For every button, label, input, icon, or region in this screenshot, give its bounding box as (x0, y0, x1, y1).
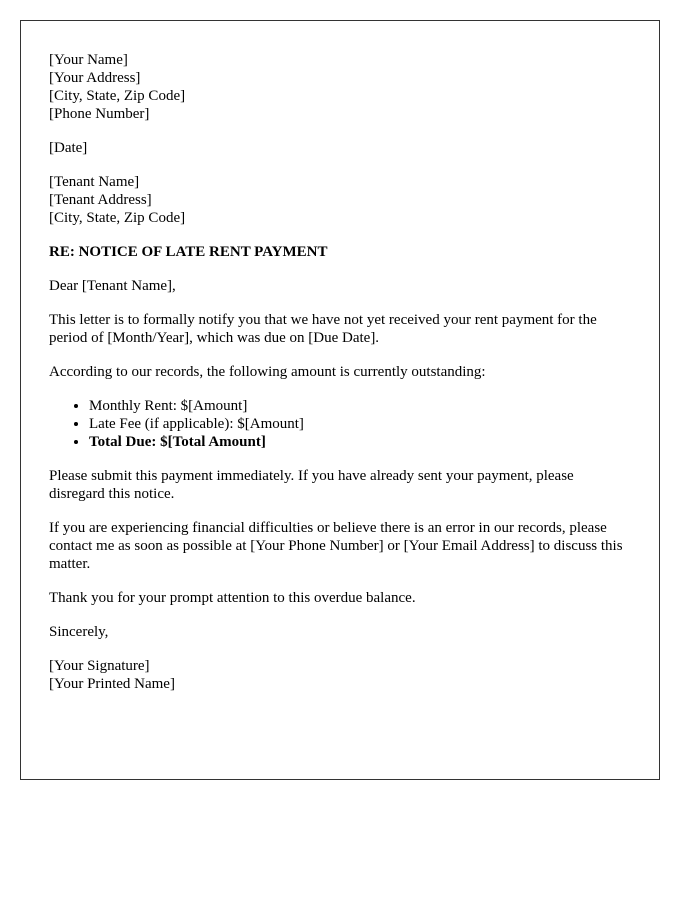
date-line: [Date] (49, 140, 88, 156)
records-paragraph: According to our records, the following amount is currently outstanding: (49, 364, 486, 380)
sender-address: [Your Address] (49, 70, 141, 86)
submit-paragraph: Please submit this payment immediately. If you have already sent your payment, please disregard this notice. (49, 468, 574, 502)
recipient-address-block (49, 173, 631, 227)
amount-item-late-fee: • Late Fee (if applicable): $[Amount] (89, 415, 631, 433)
signature-line: [Your Signature] (49, 658, 150, 674)
amount-list (49, 397, 631, 451)
contact-paragraph: If you are experiencing financial difficulties or believe there is an error in our records, please contact me as soon as possible at [Your Phone Number] or [Your Email Address] to discuss this matter. (49, 520, 623, 572)
recipient-name: [Tenant Name] (49, 174, 140, 190)
sender-name: [Your Name] (49, 52, 128, 68)
signature-block (49, 657, 631, 693)
sender-city: [City, State, Zip Code] (49, 88, 186, 104)
recipient-city: [City, State, Zip Code] (49, 210, 186, 226)
salutation: Dear [Tenant Name], (49, 278, 176, 294)
sender-address-block (49, 51, 631, 123)
letter-page (20, 20, 660, 780)
amount-item-total-due: • Total Due: $[Total Amount] (89, 433, 631, 451)
amount-item-monthly-rent: • Monthly Rent: $[Amount] (89, 397, 631, 415)
closing: Sincerely, (49, 624, 109, 640)
printed-name-line: [Your Printed Name] (49, 676, 175, 692)
sender-phone: [Phone Number] (49, 106, 150, 122)
recipient-address: [Tenant Address] (49, 192, 152, 208)
intro-paragraph: This letter is to formally notify you that we have not yet received your rent payment for the period of [Month/Year], which was due on [Due Date]. (49, 312, 597, 346)
thanks-paragraph: Thank you for your prompt attention to this overdue balance. (49, 590, 416, 606)
subject-line: RE: NOTICE OF LATE RENT PAYMENT (49, 244, 328, 260)
